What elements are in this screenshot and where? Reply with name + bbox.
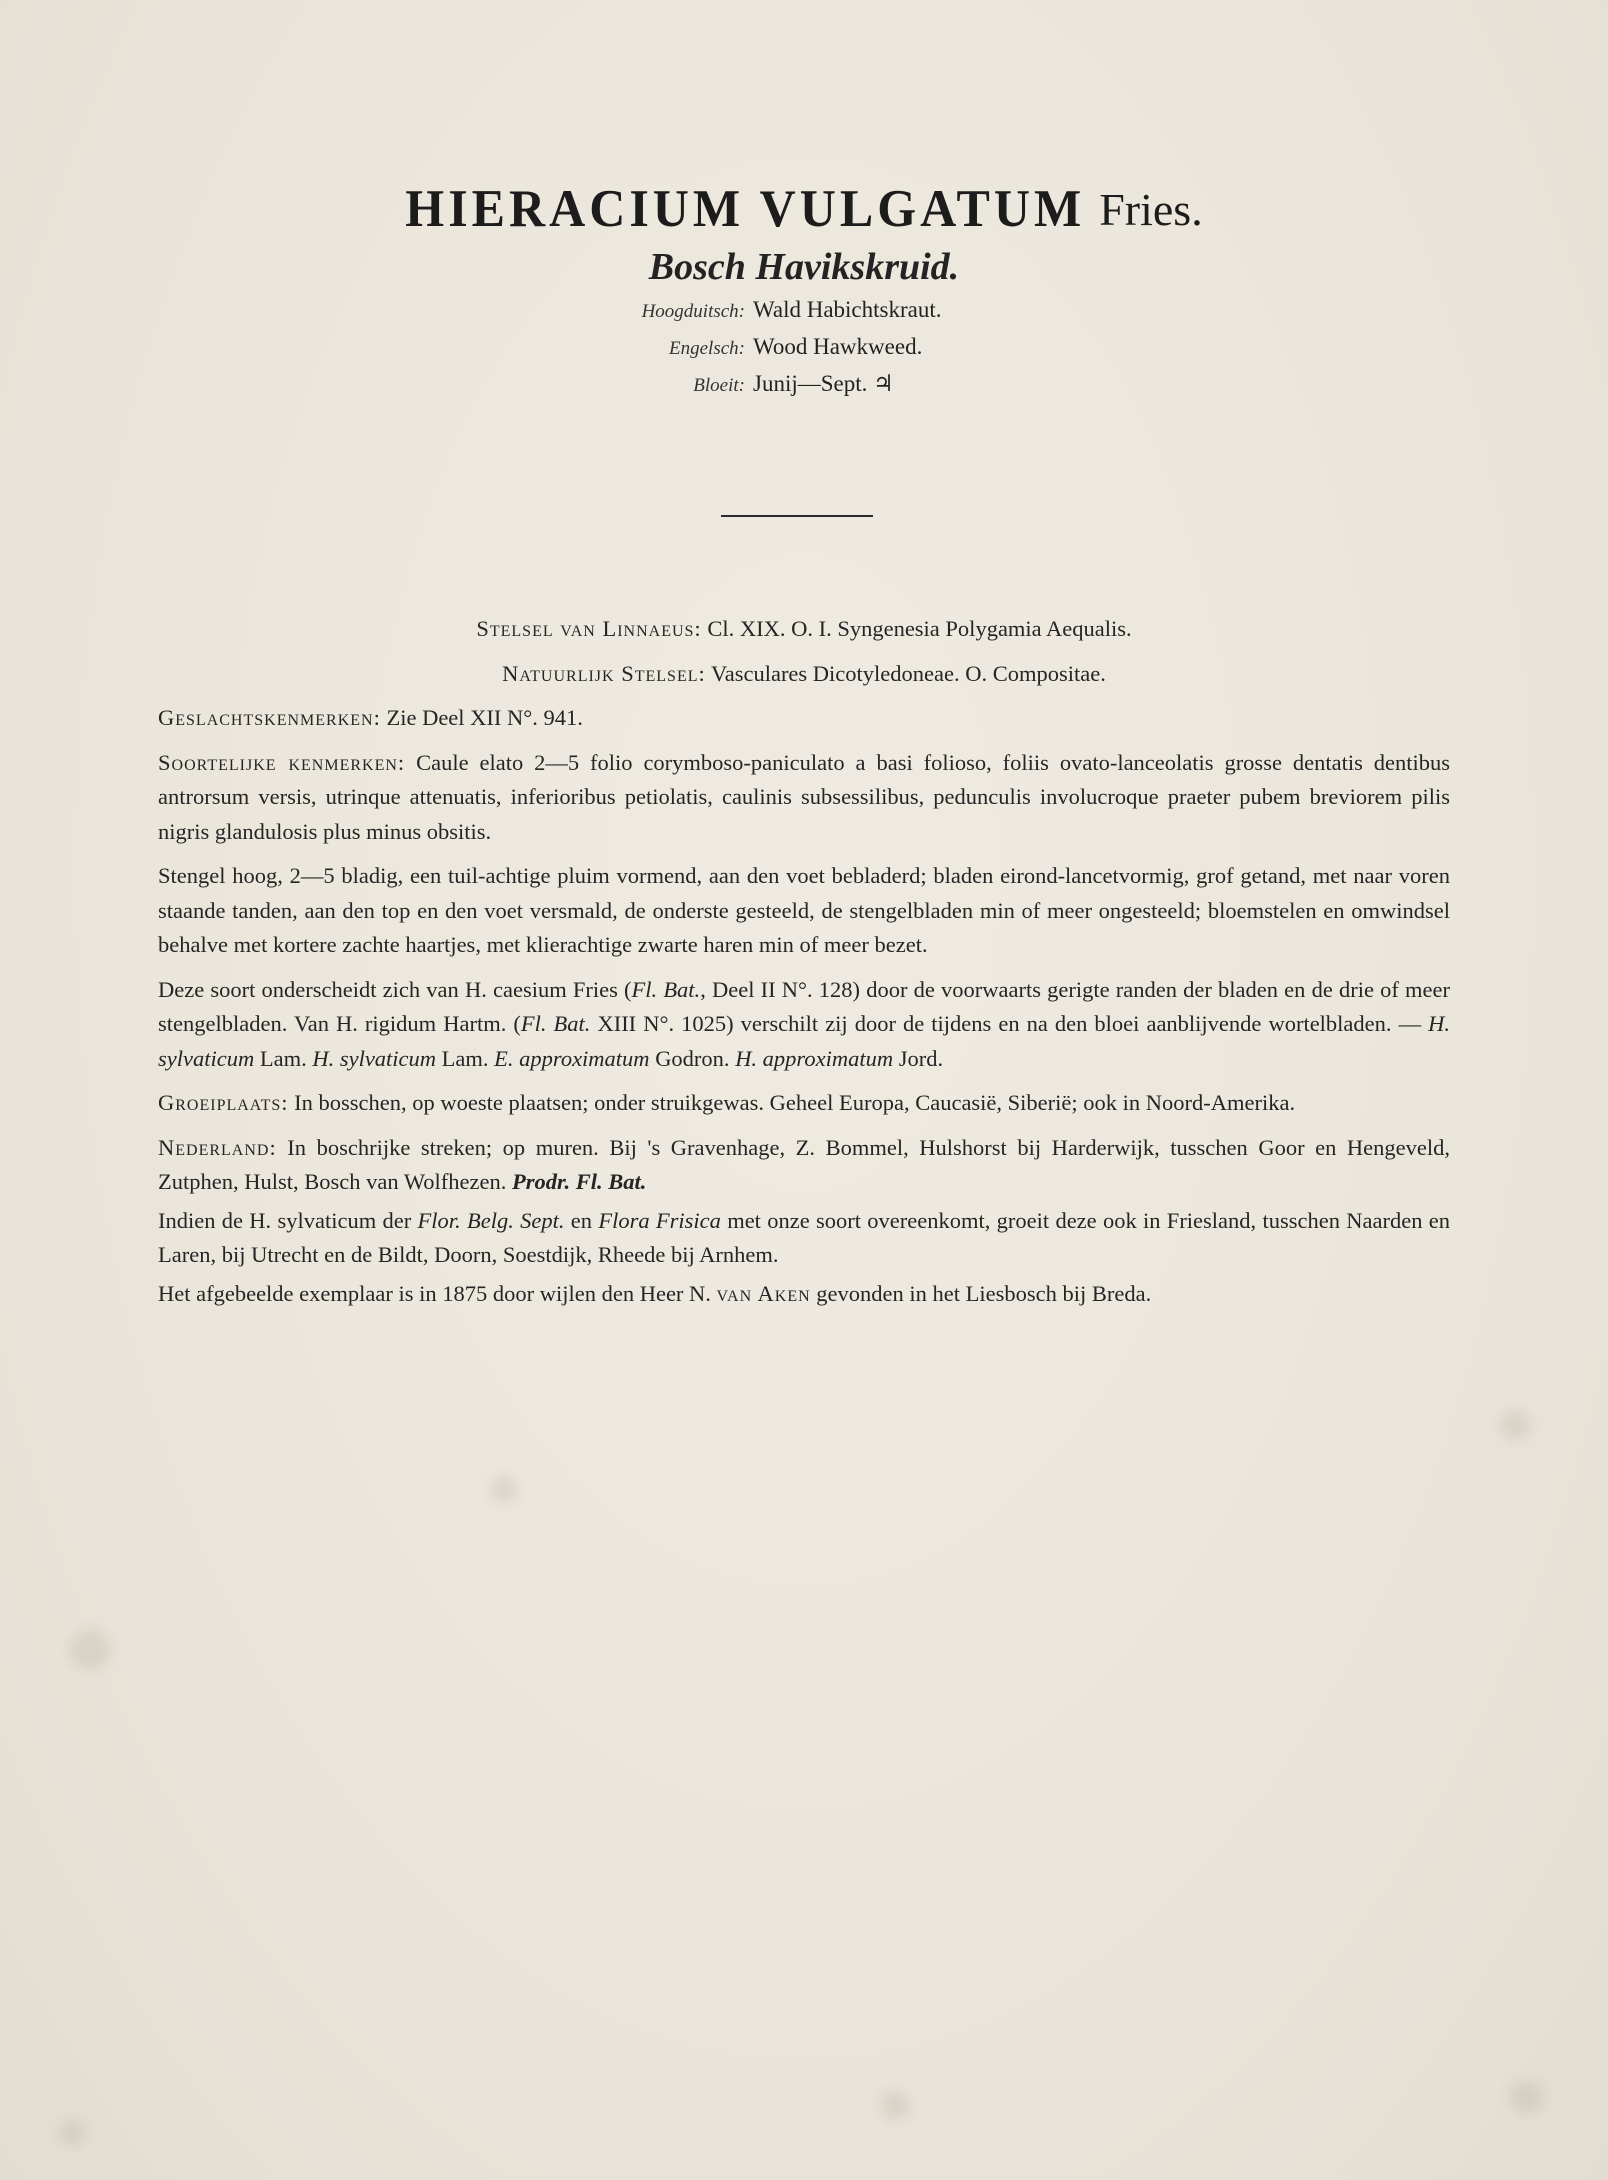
header [0,178,1608,292]
name-value: Wood Hawkweed. [753,334,923,359]
species-characters [158,746,1450,850]
section-label: Nederland: [158,1134,277,1160]
paper-speck [1510,2080,1544,2114]
name-row-german [0,297,1608,334]
name-label: Engelsch: [669,338,745,359]
text-run-italic: Flora Frisica [598,1207,721,1233]
text-run-italic: Fl. Bat. [631,976,701,1002]
specimen-paragraph [158,1277,1450,1312]
section-label: Geslachtskenmerken: [158,705,381,730]
section-text: Caule elato 2—5 folio corymboso-paniculato a basi folioso, foliis ovato-lanceolatis grosse dentatis dentibus antrorsum versis, utrinque attenuatis, inferioribus petiolatis, caulinis subsessilibus, pedunculis involucroque praeter pubem breviorem pilis nigris glandulosis plus minus obsitis. [158,749,1450,844]
vernacular-names [0,297,1608,408]
page-title [0,178,1608,240]
name-label: Bloeit: [693,375,745,396]
name-value: Junij—Sept. ♃ [753,371,894,396]
text-run: , Deel II N°. 128) door de voorwaarts gerigte randen der bladen en de drie of meer stengelbladen. Van H. rigidum Hartm. ( [158,976,1450,1036]
habitat [158,1086,1450,1121]
section-label: Groeiplaats: [158,1090,289,1115]
section-label: Natuurlijk Stelsel: [502,660,706,686]
stem-description [158,859,1450,963]
name-row-english [0,334,1608,371]
netherlands-distribution [158,1131,1450,1200]
text-run: Jord. [893,1045,944,1071]
section-text: Vasculares Dicotyledoneae. O. Compositae. [710,660,1106,686]
text-run: Deze soort onderscheidt zich van H. caesium Fries ( [158,976,632,1002]
text-run-italic: E. approximatum [494,1045,650,1071]
text-run-italic: Flor. Belg. Sept. [417,1207,565,1233]
paper-speck [880,2090,910,2120]
paper-speck [1500,1410,1530,1440]
text-run: Godron. [649,1045,736,1071]
text-run: gevonden in het Liesbosch bij Breda. [810,1280,1152,1306]
text-run: met onze soort overeenkomt, groeit deze ook in Friesland, tusschen Naarden en Laren, bij Utrecht en de Bildt, Doorn, Soestdijk, Rheede bij Arnhem. [158,1207,1450,1267]
comparison-paragraph [158,973,1450,1077]
text-run: Lam. [254,1045,313,1071]
section-text: Zie Deel XII N°. 941. [386,705,583,730]
title-author: Fries. [1099,184,1203,235]
section-text: In boschrijke streken; op muren. Bij 's Gravenhage, Z. Bommel, Hulshorst bij Harderwijk, tusschen Goor en Hengeveld, Zutphen, Hulst, Bosch van Wolfhezen. [158,1134,1451,1194]
name-value: Wald Habichtskraut. [753,297,942,322]
text-run: en [564,1207,599,1233]
text-run: Indien de H. sylvaticum der [158,1207,418,1233]
section-label: Stelsel van Linnaeus: [476,616,702,641]
natural-system [158,657,1450,692]
title-scientific-name: HIERACIUM VULGATUM [405,178,1086,238]
text-run-italic: Fl. Bat. [520,1011,591,1036]
text-run: XIII N°. 1025) verschilt zij door de tijdens en na den bloei aanblijvende wortelbladen. — [590,1011,1429,1036]
section-text: Cl. XIX. O. I. Syngenesia Polygamia Aequalis. [707,616,1132,641]
section-text: Stengel hoog, 2—5 bladig, een tuil-achtige pluim vormend, aan den voet bebladerd; bladen eirond-lancetvormig, grof getand, met naar voren staande tanden, aan den top en den voet versmald, de onderste gesteeld, de stengelbladen min of meer ongesteeld; bloemstelen en omwindsel behalve met kortere zachte haartjes, met klierachtige zwarte haren min of meer bezet. [158,863,1450,957]
name-row-flowering [0,371,1608,408]
divider-rule [721,515,873,517]
reference-italic: Prodr. Fl. Bat. [511,1169,647,1194]
section-text: In bosschen, op woeste plaatsen; onder struikgewas. Geheel Europa, Caucasië, Siberië; ook in Noord-Amerika. [294,1090,1296,1115]
name-label: Hoogduitsch: [641,301,745,322]
text-run-italic: H. approximatum [735,1045,894,1071]
text-run: Het afgebeelde exemplaar is in 1875 door wijlen den Heer N. [158,1280,717,1306]
paper-speck [490,1475,518,1503]
collector-name: van Aken [716,1280,811,1306]
text-run: Lam. [436,1045,495,1071]
linnaeus-system [158,612,1450,647]
text-run-italic: H. sylvaticum [312,1045,437,1071]
genus-characters [158,701,1450,736]
page-subtitle: Bosch Havikskruid. [648,246,960,288]
section-label: Soortelijke kenmerken: [158,749,406,775]
paper-speck [70,1630,110,1670]
frisica-paragraph [158,1204,1450,1273]
paper-speck [60,2120,86,2146]
text-run-italic: H. sylvaticum [158,1011,1450,1071]
description-body [158,612,1450,1321]
